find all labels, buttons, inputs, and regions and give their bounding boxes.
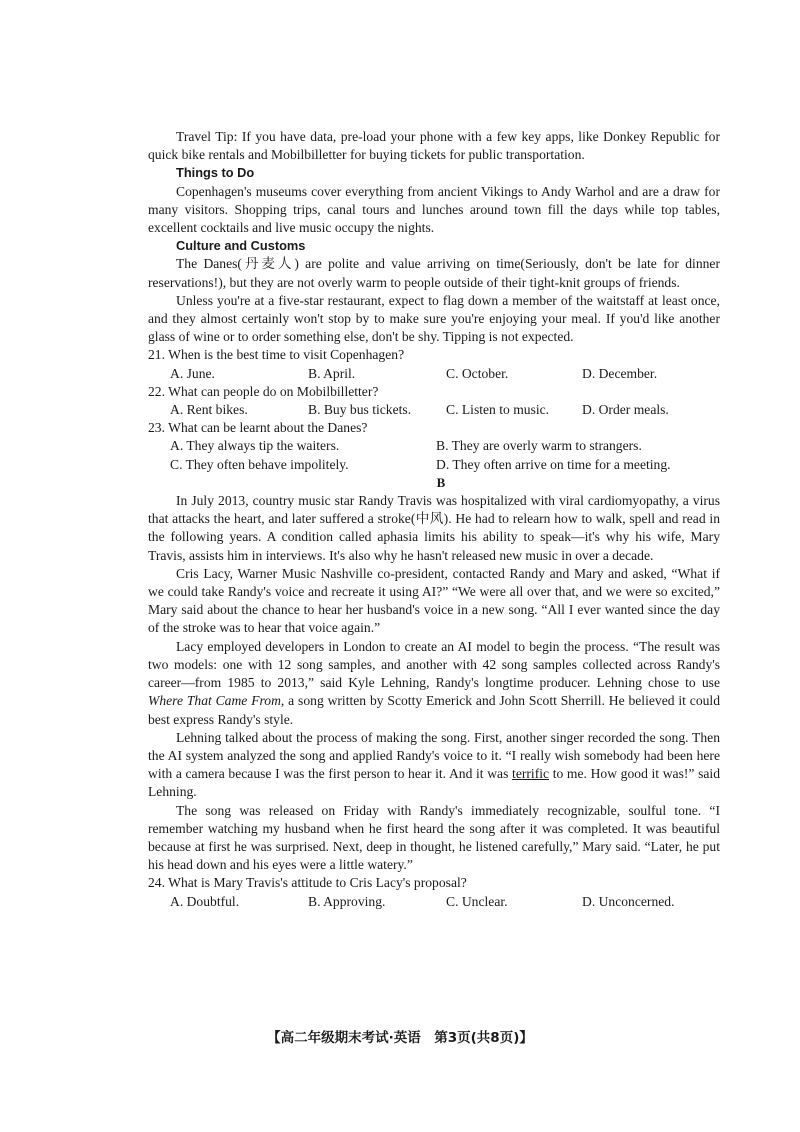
travel-tip: Travel Tip: If you have data, pre-load your phone with a few key apps, like Donkey Republic for quick bike rentals and Mobilbilletter for buying tickets for public transportation. (148, 129, 720, 163)
option-22-b: B. Buy bus tickets. (308, 402, 412, 418)
passage-b-paragraph-2: Cris Lacy, Warner Music Nashville co-president, contacted Randy and Mary and asked, “What if we could take Randy's voice and recreate it using AI?” “We were all over that, and we were so excited,” Mary said about the chance to hear her husband's voice in a new song. “All I ever wanted since the day of the stroke was to hear that voice again.” (148, 565, 720, 636)
culture-heading: Culture and Customs (176, 238, 306, 254)
option-23-b: B. They are overly warm to strangers. (436, 438, 642, 454)
underlined-word: terrific (512, 766, 550, 782)
option-21-c: C. October. (446, 365, 509, 381)
option-24-d: D. Unconcerned. (582, 893, 675, 909)
passage-b-paragraph-1: In July 2013, country music star Randy Travis was hospitalized with viral cardiomyopathy, a virus that attacks the heart, and later suffered a stroke(中风). He had to relearn how to walk, spell and read in the following years. A condition called aphasia limits his ability to speak—it's why his wife, Mary Travis, assists him in interviews. It's also why he hasn't released new music in over a decade. (148, 493, 720, 563)
question-23: 23. What can be learnt about the Danes? (148, 420, 368, 436)
option-23-d: D. They often arrive on time for a meeting. (436, 456, 671, 472)
option-22-c: C. Listen to music. (446, 402, 550, 418)
passage-b-paragraph-5: The song was released on Friday with Randy's immediately recognizable, soulful tone. “I remember watching my husband when he first heard the song after it was completed. It was beautiful because at first he was surprised. Next, deep in thought, he listened carefully,” Mary said. “Later, he put his head down and his eyes were a little watery.” (148, 802, 720, 873)
option-24-b: B. Approving. (308, 893, 386, 909)
question-21-options (148, 365, 720, 383)
page-footer: 【高二年级期末考试·英语 第3页(共8页)】 (267, 1030, 533, 1046)
culture-paragraph-2: Unless you're at a five-star restaurant, expect to flag down a member of the waitstaff at least once, and they almost certainly won't stop by to make sure you're enjoying your meal. If you'd like another glass of wine or to order something else, don't be shy. Tipping is not expected. (148, 292, 720, 345)
passage-b-paragraph-3 (148, 638, 720, 729)
question-21: 21. When is the best time to visit Copenhagen? (148, 347, 405, 363)
option-23-c: C. They often behave impolitely. (170, 456, 349, 472)
question-22: 22. What can people do on Mobilbilletter? (148, 383, 379, 399)
question-23-options-row-1 (148, 437, 720, 455)
paragraph-3-text-b: , a song written by Scotty Emerick and John Scott Sherrill. He believed it could best express Randy's style. (148, 693, 720, 727)
passage-b-paragraph-4 (148, 729, 720, 802)
option-21-a: A. June. (170, 365, 215, 381)
paragraph-4-text-b: to me. How good it was!” said Lehning. (148, 766, 720, 800)
option-23-a: A. They always tip the waiters. (170, 438, 340, 454)
option-22-d: D. Order meals. (582, 402, 669, 418)
option-24-a: A. Doubtful. (170, 893, 240, 909)
things-paragraph: Copenhagen's museums cover everything from ancient Vikings to Andy Warhol and are a draw for many visitors. Shopping trips, canal tours and lunches around town fill the days while top tables, excellent cocktails and live music occupy the nights. (148, 183, 720, 236)
paragraph-3-text-a: Lacy employed developers in London to create an AI model to begin the process. “The result was two models: one with 12 song samples, and another with 42 song samples collected across Randy's career—from 1985 to 2013,” said Kyle Lehning, Randy's longtime producer. Lehning chose to use (148, 638, 720, 691)
question-24-options (148, 893, 720, 911)
question-23-options-row-2 (148, 456, 720, 474)
culture-paragraph-1: The Danes(丹麦人) are polite and value arriving on time(Seriously, don't be late for dinner reservations!), but they are not overly warm to people outside of their tight-knit groups of friends. (148, 256, 720, 290)
option-24-c: C. Unclear. (446, 893, 508, 909)
option-21-b: B. April. (308, 365, 356, 381)
option-21-d: D. December. (582, 365, 658, 381)
option-22-a: A. Rent bikes. (170, 402, 248, 418)
section-b-heading: B (436, 474, 446, 490)
things-heading: Things to Do (176, 165, 255, 181)
question-22-options (148, 401, 720, 419)
song-title: Where That Came From (148, 693, 281, 709)
paragraph-4-text-a: Lehning talked about the process of making the song. First, another singer recorded the song. Then the AI system analyzed the song and applied Randy's voice to it. “I really wish somebody had been here with a camera because I was the first person to hear it. And it was (148, 729, 720, 782)
question-24: 24. What is Mary Travis's attitude to Cris Lacy's proposal? (148, 875, 467, 891)
page-content (148, 128, 720, 911)
